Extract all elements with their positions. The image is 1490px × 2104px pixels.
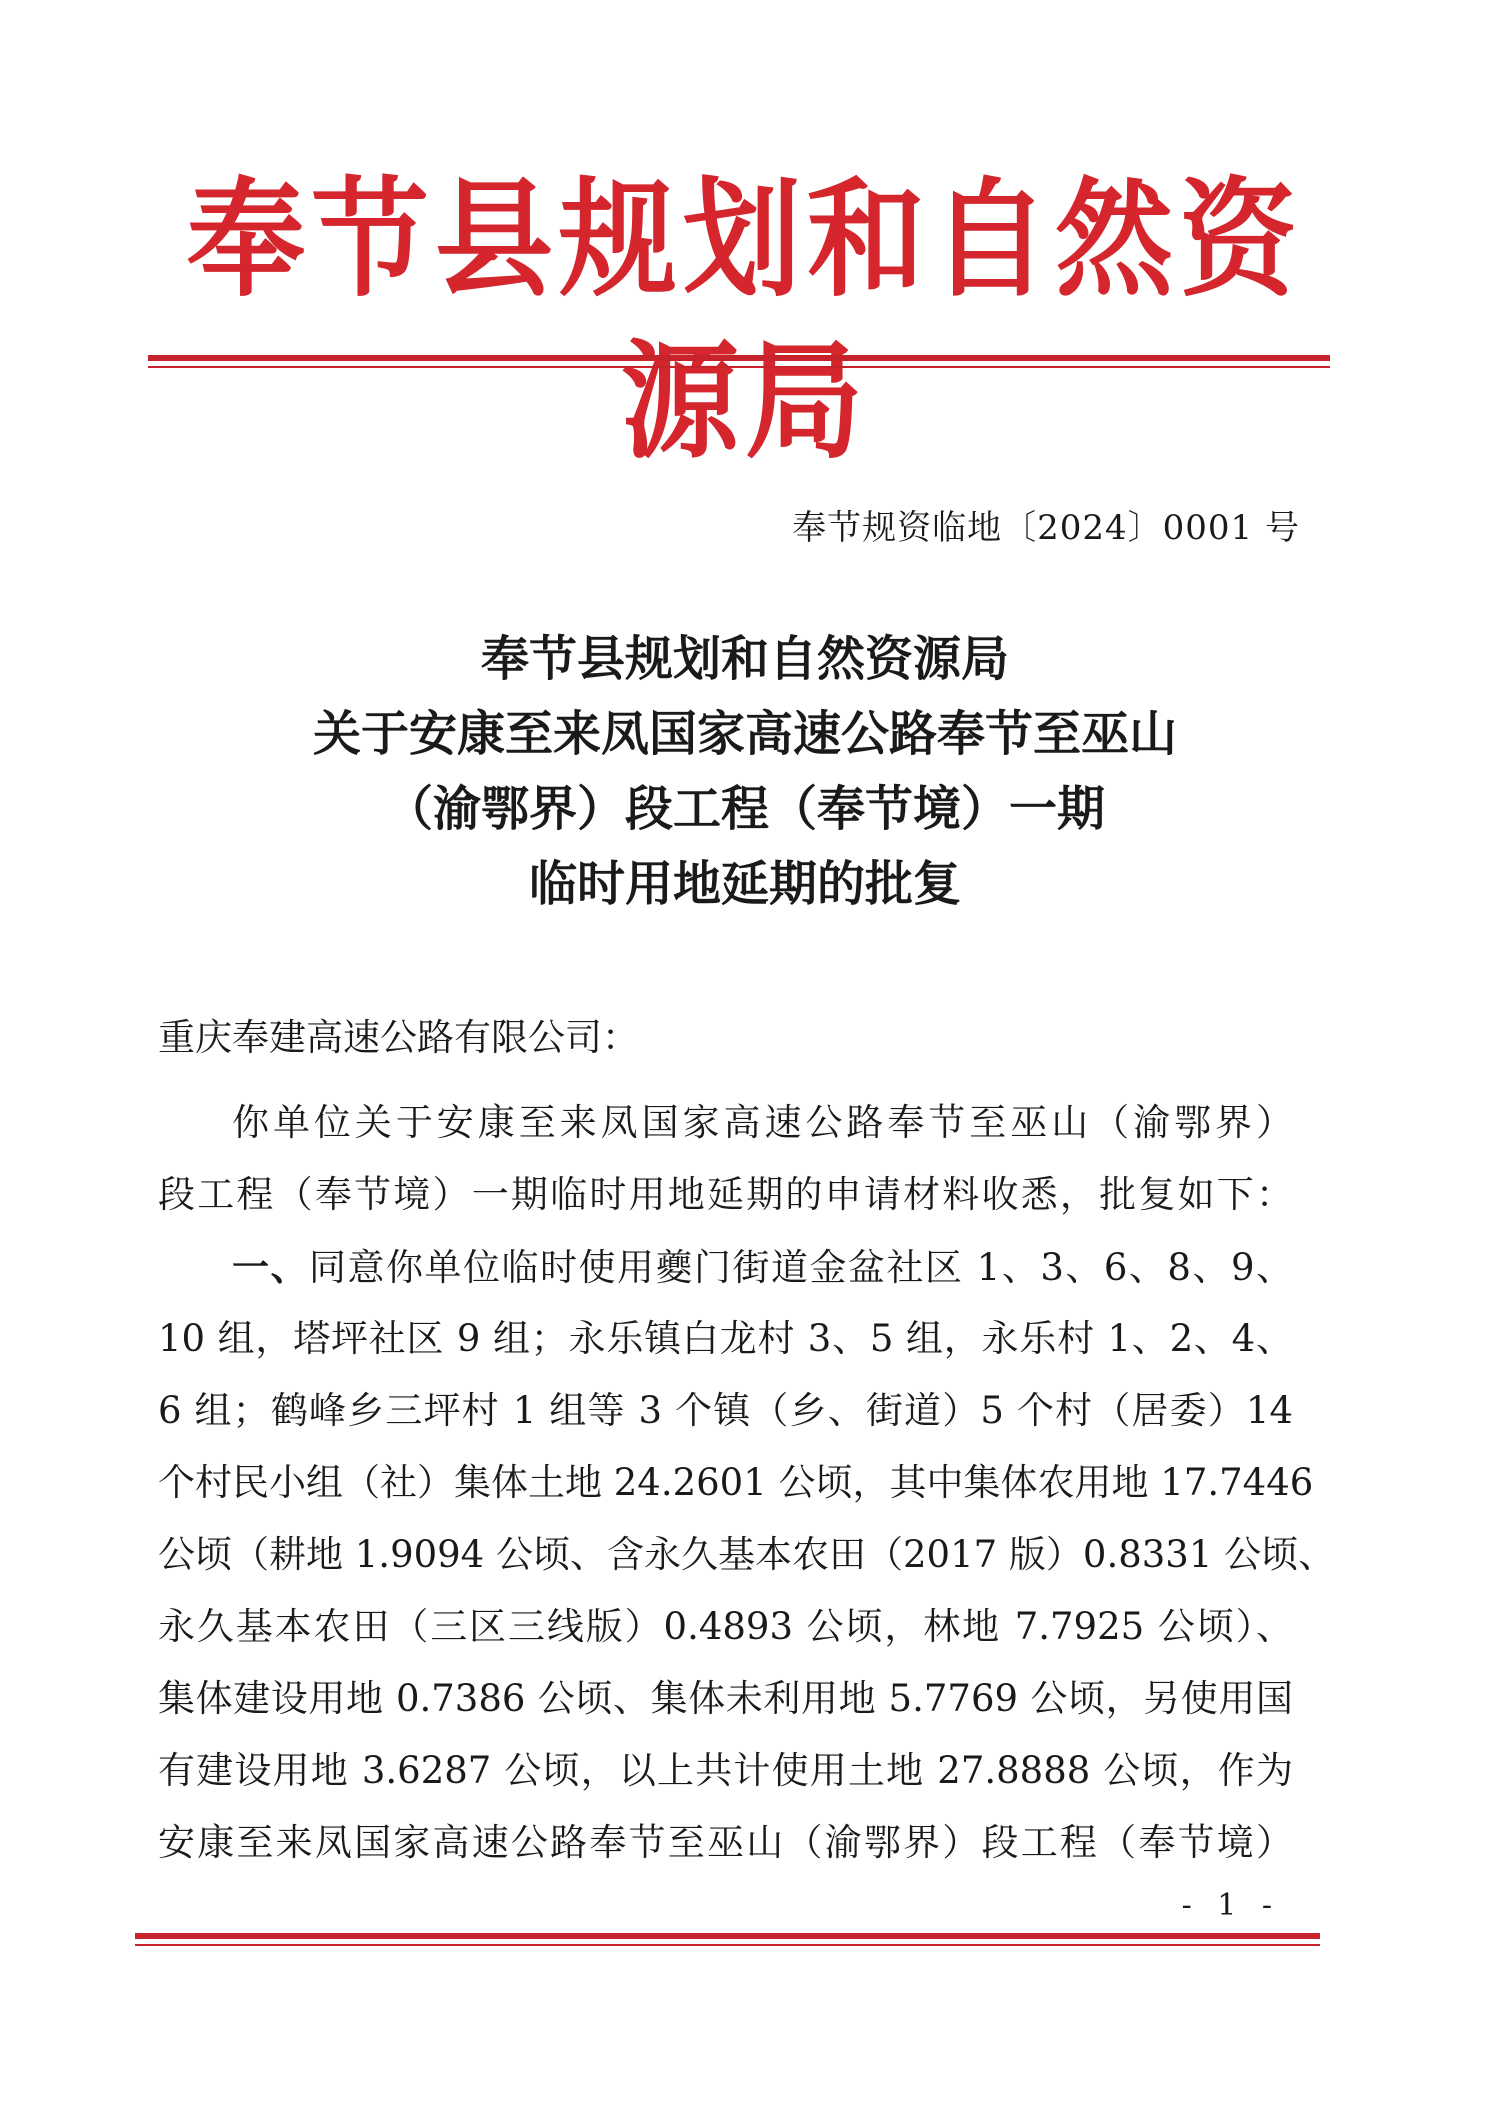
- masthead-rule-thick: [148, 355, 1330, 361]
- title-line: 奉节县规划和自然资源局: [480, 631, 1009, 687]
- masthead-title: 奉节县规划和自然资源局: [186, 163, 1303, 476]
- document-title: [180, 622, 1310, 922]
- body-line: 永久基本农田（三区三线版）0.4893 公顷，林地 7.7925 公顷）、: [158, 1605, 1293, 1648]
- body-line: 个村民小组（社）集体土地 24.2601 公顷，其中集体农用地 17.7446: [158, 1461, 1314, 1504]
- body-text: [158, 1087, 1336, 1879]
- footer-rule-thick: [135, 1933, 1320, 1939]
- footer-rule-thin: [135, 1944, 1320, 1946]
- item-one-prefix: 一、: [232, 1245, 310, 1289]
- item-one-text: 同意你单位临时使用夔门街道金盆社区 1、3、6、8、9、: [309, 1246, 1294, 1289]
- title-line: 关于安康至来凤国家高速公路奉节至巫山: [312, 706, 1177, 762]
- body-line: 公顷（耕地 1.9094 公顷、含永久基本农田（2017 版）0.8331 公顷、: [158, 1533, 1336, 1576]
- title-line: 临时用地延期的批复: [528, 856, 961, 912]
- body-line: 段工程（奉节境）一期临时用地延期的申请材料收悉，批复如下：: [158, 1173, 1293, 1216]
- body-line: 有建设用地 3.6287 公顷，以上共计使用土地 27.8888 公顷，作为: [158, 1749, 1293, 1792]
- body-line: 6 组；鹤峰乡三坪村 1 组等 3 个镇（乡、街道）5 个村（居委）14: [158, 1389, 1293, 1432]
- body-line-item-one: [158, 1231, 1293, 1303]
- addressee: 重庆奉建高速公路有限公司：: [158, 1016, 639, 1059]
- body-line: 10 组，塔坪社区 9 组；永乐镇白龙村 3、5 组，永乐村 1、2、4、: [158, 1317, 1293, 1360]
- body-line: 你单位关于安康至来凤国家高速公路奉节至巫山（渝鄂界）: [232, 1101, 1293, 1144]
- body-line: 集体建设用地 0.7386 公顷、集体未利用地 5.7769 公顷，另使用国: [158, 1677, 1293, 1720]
- page-number: - 1 -: [1181, 1888, 1280, 1923]
- document-number: 奉节规资临地〔2024〕0001 号: [792, 508, 1300, 548]
- masthead-rule-thin: [148, 366, 1330, 368]
- title-line: （渝鄂界）段工程（奉节境）一期: [384, 781, 1105, 837]
- body-line: 安康至来凤国家高速公路奉节至巫山（渝鄂界）段工程（奉节境）: [158, 1821, 1293, 1864]
